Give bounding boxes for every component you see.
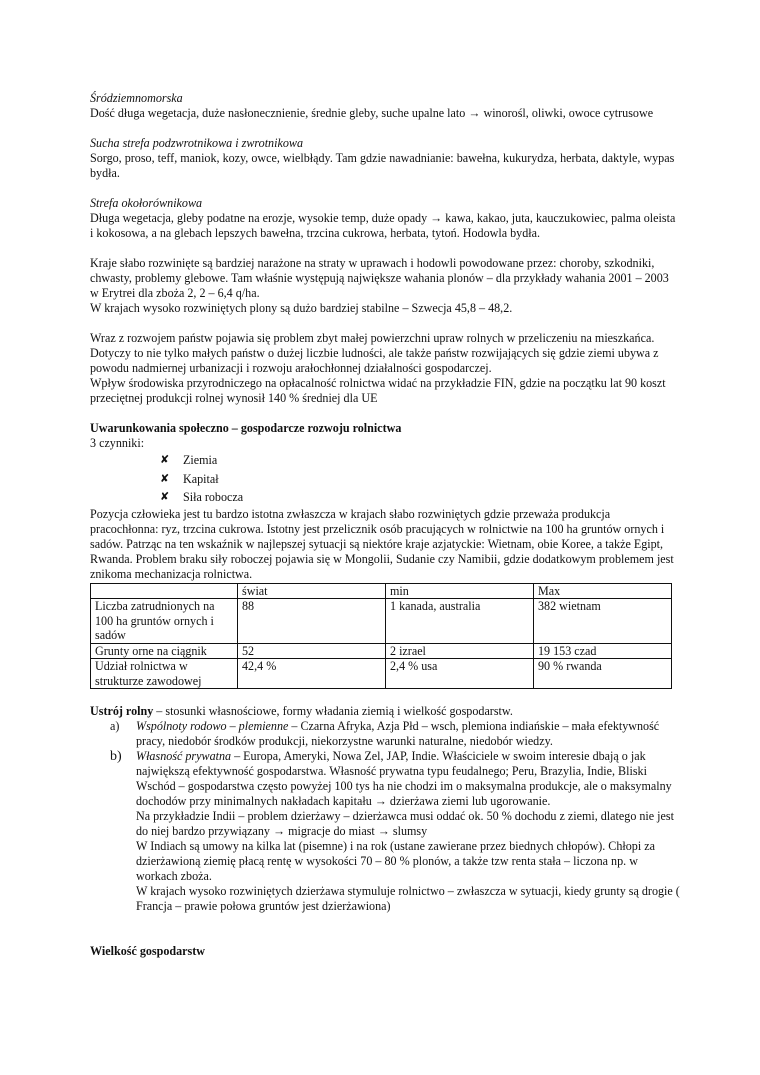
labor-position-paragraph: Pozycja człowieka jest tu bardzo istotna zwłaszcza w krajach słabo rozwiniętych gdzie przeważa produkcja pracochłonna: ryz, trzcina cukrowa. Istotny jest przelicznik osób pracujących w rolnictwie na 100 ha gruntów ornych i sadów. Patrząc na ten wskaźnik w najlepszej sytuacji są niektóre kraje azjatyckie: Wietnam, obie Koree, a także Egipt, Rwanda. Problem braku siły roboczej pojawia się w Mongolii, Sudanie czy Namibii, gdzie dodatkowym problemem jest znikoma mechanizacja rolnictwa. [90, 506, 674, 581]
dry-zone-title: Sucha strefa podzwrotnikowa i zwrotnikowa [90, 136, 303, 150]
ownership-heading: Ustrój rolny [90, 704, 154, 719]
table-cell: 382 wietnam [534, 599, 672, 644]
table-row [91, 659, 672, 689]
environment-paragraph: Wpływ środowiska przyrodniczego na opłacalność rolnictwa widać na przykładzie FIN, gdzie na początku lat 90 koszt przeciętnej produkcji rolnej wynosił 140 % średniej dla UE [90, 376, 666, 405]
ownership-intro: Ustrój rolny – stosunki własnościowe, formy władania ziemią i wielkość gospodarstw. [90, 704, 513, 719]
table-cell: 88 [238, 599, 386, 644]
stable-yields-paragraph: W krajach wysoko rozwiniętych plony są dużo bardziej stabilne – Szwecja 45,8 – 48,2. [90, 301, 513, 315]
farmland-area-paragraph: Wraz z rozwojem państw pojawia się problem zbyt małej powierzchni upraw rolnych w przeliczeniu na mieszkańca. Dotyczy to nie tylko małych państw o dużej liczbie ludności, ale także państw rozwijających się gdzie ziemi ubywa z powodu nadmiernej urbanizacji i rozwoju arałochłonnej działalności gospodarczej. [90, 331, 659, 375]
mediterranean-text: Dość długa wegetacja, duże nasłonecznienie, średnie gleby, suche upalne lato → winorośl, oliwki, owoce cytrusowe [90, 106, 654, 120]
table-header-cell: min [386, 583, 534, 599]
table-cell: 42,4 % [238, 659, 386, 689]
private-term: Własność prywatna [136, 749, 232, 764]
list-item: ✘ Kapitał [160, 470, 680, 489]
farm-size-heading: Wielkość gospodarstw [90, 944, 206, 959]
ownership-list [90, 719, 680, 914]
list-item: ✘ Siła robocza [160, 488, 680, 507]
list-item: b) Własność prywatna – Europa, Ameryki, Nowa Zel, JAP, Indie. Właściciele w swoim interesie dbają o jak największą efektywność gospodarstwa. Własność prywatna typu feudalnego; Peru, Brazylia, Indie, Bliski Wschód – gospodarstwa często powyżej 100 tys ha nie chodzi im o maksymalna produkcje, ale o maksymalny dochodów przy minimalnych nakładach kapitału → dzierżawa ziemi lub ugorowanie. Na przykładzie Indii – problem dzierżawy – dzierżawca musi oddać ok. 50 % dochodu z ziemi, dlatego nie jest do niej bardzo przywiązany → migracje do miast → slumsy W Indiach są umowy na kilka lat (pisemne) i na rok (ustane zawierane przez biednych chłopów). Chłopi za dzierżawioną ziemię płacą rentę w wysokości 70 – 80 % plonów, a także tzw renta stała – liczona np. w workach zboża. W krajach wysoko rozwiniętych dzierżawa stymuluje rolnictwo – zwłaszcza w sytuacji, kiedy grunty są drogie ( Francja – prawie połowa gruntów jest dzierżawiona) [90, 749, 680, 914]
cross-mark-icon: ✘ [160, 472, 170, 485]
india-contracts-paragraph: W Indiach są umowy na kilka lat (pisemne) i na rok (ustane zawierane przez biednych chłopów). Chłopi za dzierżawioną ziemię płacą rentę w wysokości 70 – 80 % plonów, a także tzw renta stała – liczona np. w workach zboża. [136, 839, 655, 884]
tribal-term: Wspólnoty rodowo – plemienne [136, 719, 289, 734]
factors-list [90, 451, 680, 507]
equatorial-zone-text: Długa wegetacja, gleby podatne na erozje, wysokie temp, duże opady → kawa, kakao, juta, kauczukowiec, palma oleista i kokosowa, a na glebach lepszych bawełna, trzcina cukrowa, herbata, tytoń. Hodowla bydła. [90, 211, 676, 240]
table-cell: 1 kanada, australia [386, 599, 534, 644]
table-cell: Udział rolnictwa w strukturze zawodowej [91, 659, 238, 689]
developed-lease-paragraph: W krajach wysoko rozwiniętych dzierżawa stymuluje rolnictwo – zwłaszcza w sytuacji, kiedy grunty są drogie ( Francja – prawie połowa gruntów jest dzierżawiona) [136, 884, 680, 914]
labor-statistics-table [90, 583, 672, 690]
conditions-intro: 3 czynniki: [90, 436, 145, 450]
table-header-cell: świat [238, 583, 386, 599]
mediterranean-title: Śródziemnomorska [90, 91, 183, 105]
table-header-cell: Max [534, 583, 672, 599]
dry-zone-text: Sorgo, proso, teff, maniok, kozy, owce, wielbłądy. Tam gdzie nawadnianie: bawełna, kukurydza, herbata, daktyle, wypas bydła. [90, 151, 675, 180]
table-cell: 19 153 czad [534, 643, 672, 659]
conditions-heading: Uwarunkowania społeczno – gospodarcze rozwoju rolnictwa [90, 421, 402, 435]
table-header-cell [91, 583, 238, 599]
table-cell: Grunty orne na ciągnik [91, 643, 238, 659]
equatorial-zone-title: Strefa okołorównikowa [90, 196, 203, 210]
list-label: b) [110, 749, 122, 765]
table-cell: 52 [238, 643, 386, 659]
losses-paragraph: Kraje słabo rozwinięte są bardziej narażone na straty w uprawach i hodowli powodowane przez: choroby, szkodniki, chwasty, problemy glebowe. Tam właśnie występują największe wahania plonów – dla przykłady wahania 2001 – 2003 w Erytrei dla zboża 2, 2 – 6,4 q/ha. [90, 256, 669, 300]
cross-mark-icon: ✘ [160, 454, 170, 466]
list-item: ✘ Ziemia [160, 451, 680, 470]
table-row [91, 643, 672, 659]
table-cell: 90 % rwanda [534, 659, 672, 689]
table-row [91, 599, 672, 644]
document-body [90, 91, 680, 959]
table-cell: 2 izrael [386, 643, 534, 659]
cross-mark-icon: ✘ [160, 491, 170, 504]
india-lease-paragraph: Na przykładzie Indii – problem dzierżawy – dzierżawca musi oddać ok. 50 % dochodu z ziemi, dlatego nie jest do niej bardzo przywiązany → migracje do miast → slumsy [136, 809, 674, 839]
list-label: a) [110, 719, 120, 734]
table-header-row [91, 583, 672, 599]
table-cell: 2,4 % usa [386, 659, 534, 689]
list-item: a) Wspólnoty rodowo – plemienne – Czarna Afryka, Azja Płd – wsch, plemiona indiańskie – mała efektywność pracy, niedobór środków produkcji, niekorzystne warunki naturalne, niedobór wiedzy. [90, 719, 680, 749]
table-cell: Liczba zatrudnionych na 100 ha gruntów ornych i sadów [91, 599, 238, 644]
